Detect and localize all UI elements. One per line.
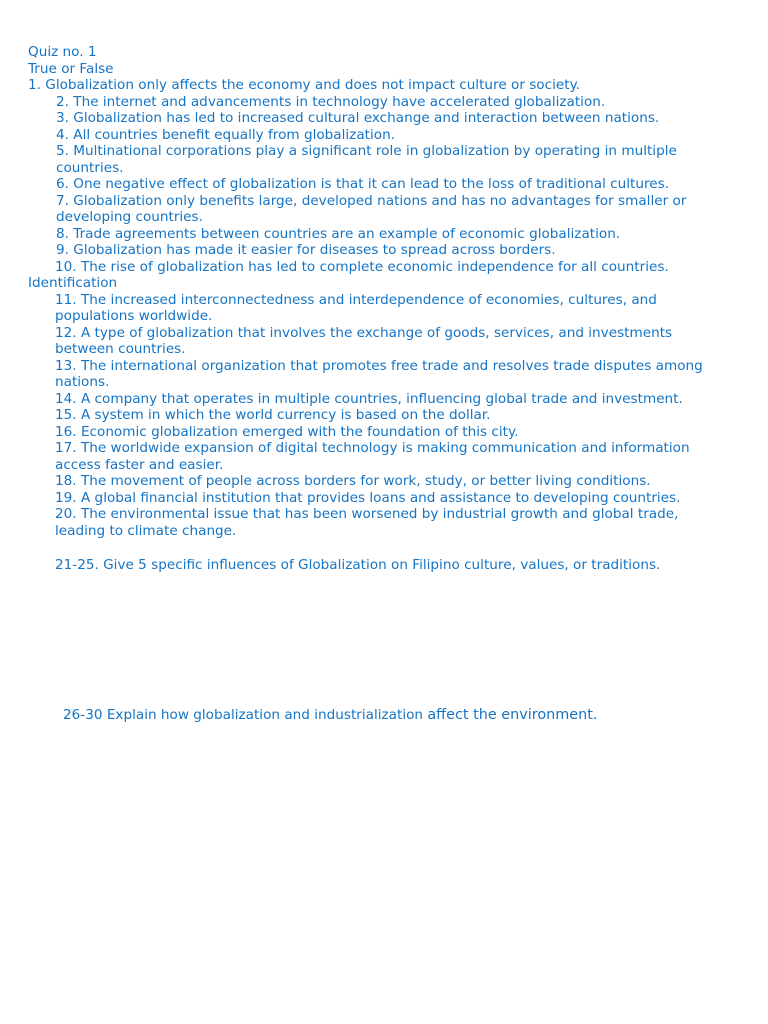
question-17: 17. The worldwide expansion of digital technology is making communication and information access faster and easier. — [55, 440, 690, 473]
question-20: 20. The environmental issue that has been worsened by industrial growth and global trade, leading to climate change. — [55, 506, 679, 539]
essay-question-21-25 — [55, 557, 660, 574]
question-3: 3. Globalization has led to increased cultural exchange and interaction between nations. — [56, 110, 660, 126]
question-1: 1. Globalization only affects the economy and does not impact culture or society. — [28, 77, 580, 93]
question-6: 6. One negative effect of globalization is that it can lead to the loss of traditional cultures. — [56, 176, 670, 192]
section-title-true-or-false: True or False — [28, 60, 114, 77]
quiz-header — [28, 44, 728, 77]
question-18: 18. The movement of people across borders for work, study, or better living conditions. — [55, 473, 651, 489]
question-19: 19. A global financial institution that provides loans and assistance to developing countries. — [55, 489, 681, 506]
question-9: 9. Globalization has made it easier for diseases to spread across borders. — [56, 242, 556, 258]
question-15: 15. A system in which the world currency is based on the dollar. — [55, 407, 491, 423]
true-false-list — [0, 77, 768, 539]
question-13: 13. The international organization that promotes free trade and resolves trade disputes among nations. — [55, 357, 703, 390]
question-11: 11. The increased interconnectedness and interdependence of economies, cultures, and populations worldwide. — [55, 291, 657, 324]
essay-question-26-30-text: 26-30 Explain how globalization and industrialization — [63, 707, 428, 723]
question-8: 8. Trade agreements between countries are an example of economic globalization. — [56, 225, 621, 242]
quiz-title: Quiz no. 1 — [28, 44, 97, 60]
question-14: 14. A company that operates in multiple countries, influencing global trade and investment. — [55, 390, 683, 407]
question-16: 16. Economic globalization emerged with the foundation of this city. — [55, 423, 519, 440]
question-10: 10. The rise of globalization has led to complete economic independence for all countries. — [55, 258, 669, 275]
question-12: 12. A type of globalization that involves the exchange of goods, services, and investments between countries. — [55, 324, 673, 357]
essay-question-21-25-text: 21-25. Give 5 specific influences of Globalization on Filipino culture, values, or traditions. — [55, 557, 661, 573]
section-title-identification: Identification — [28, 275, 118, 291]
essay-question-26-30-text-end: affect the environment. — [427, 707, 598, 723]
question-4: 4. All countries benefit equally from globalization. — [56, 126, 396, 143]
question-7: 7. Globalization only benefits large, developed nations and has no advantages for smaller or developing countries. — [56, 192, 687, 225]
question-5: 5. Multinational corporations play a significant role in globalization by operating in multiple countries. — [56, 143, 677, 176]
essay-question-26-30 — [63, 707, 598, 724]
question-2: 2. The internet and advancements in technology have accelerated globalization. — [56, 93, 606, 110]
